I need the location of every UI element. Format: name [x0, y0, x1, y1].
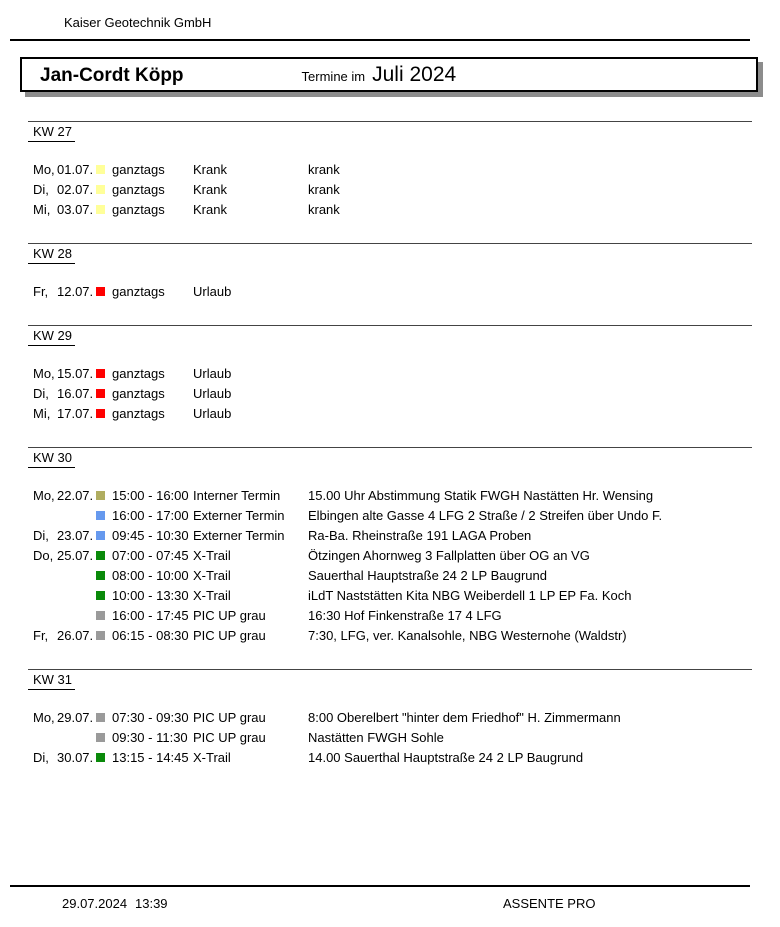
row-square-cell [96, 551, 112, 560]
row-category: X-Trail [193, 587, 231, 603]
week-section [0, 243, 780, 301]
row-square-cell [96, 165, 112, 174]
row-square-cell [96, 409, 112, 418]
week-section [0, 447, 780, 645]
row-category: PIC UP grau [193, 729, 266, 745]
row-time: ganztags [112, 161, 165, 177]
row-description: 15.00 Uhr Abstimmung Statik FWGH Nastätten Hr. Wensing [308, 487, 654, 503]
row-day: Mi, [33, 201, 51, 217]
row-time: 15:00 - 16:00 [112, 487, 189, 503]
row-square-cell [96, 287, 112, 296]
row-day: Di, [33, 181, 49, 197]
row-description: 16:30 Hof Finkenstraße 17 4 LFG [308, 607, 502, 623]
week-divider [28, 121, 752, 122]
row-time: ganztags [112, 405, 165, 421]
report-title-month: Juli 2024 [372, 63, 457, 86]
row-category: Urlaub [193, 365, 232, 381]
row-time: ganztags [112, 283, 165, 299]
week-rows [0, 485, 780, 645]
row-square-cell [96, 611, 112, 620]
week-rows [0, 159, 780, 219]
appointment-row [33, 605, 780, 625]
category-color-icon [96, 733, 105, 742]
category-color-icon [96, 631, 105, 640]
row-category: Externer Termin [193, 507, 285, 523]
week-label: KW 29 [28, 329, 75, 346]
row-category: X-Trail [193, 547, 231, 563]
row-square-cell [96, 491, 112, 500]
row-category: Krank [193, 161, 227, 177]
row-square-cell [96, 205, 112, 214]
row-square-cell [96, 753, 112, 762]
row-day: Mo, [33, 161, 55, 177]
row-time: ganztags [112, 365, 165, 381]
row-square-cell [96, 591, 112, 600]
footer-divider [10, 885, 750, 887]
row-square-cell [96, 185, 112, 194]
row-date: 17.07. [57, 405, 94, 421]
appointment-row [33, 179, 780, 199]
person-name: Jan-Cordt Köpp [40, 65, 184, 86]
appointment-row [33, 383, 780, 403]
appointment-row [33, 525, 780, 545]
week-label: KW 28 [28, 247, 75, 264]
category-color-icon [96, 713, 105, 722]
appointment-row [33, 485, 780, 505]
category-color-icon [96, 165, 105, 174]
appointment-row [33, 363, 780, 383]
category-color-icon [96, 571, 105, 580]
row-date: 01.07. [57, 161, 94, 177]
week-rows [0, 281, 780, 301]
row-square-cell [96, 511, 112, 520]
appointment-row [33, 281, 780, 301]
category-color-icon [96, 511, 105, 520]
row-square-cell [96, 713, 112, 722]
row-time: ganztags [112, 385, 165, 401]
row-square-cell [96, 631, 112, 640]
weeks [0, 121, 780, 791]
row-category: X-Trail [193, 749, 231, 765]
row-square-cell [96, 733, 112, 742]
week-divider [28, 669, 752, 670]
appointment-row [33, 505, 780, 525]
header-divider [10, 39, 750, 41]
week-section [0, 669, 780, 767]
appointment-row [33, 565, 780, 585]
row-day: Do, [33, 547, 54, 563]
row-category: X-Trail [193, 567, 231, 583]
row-square-cell [96, 531, 112, 540]
footer-app-name: ASSENTE PRO [503, 896, 596, 911]
row-date: 02.07. [57, 181, 94, 197]
company-name: Kaiser Geotechnik GmbH [64, 15, 212, 30]
week-rows [0, 363, 780, 423]
row-time: 06:15 - 08:30 [112, 627, 189, 643]
category-color-icon [96, 611, 105, 620]
row-day: Di, [33, 385, 49, 401]
row-category: PIC UP grau [193, 709, 266, 725]
category-color-icon [96, 205, 105, 214]
row-square-cell [96, 369, 112, 378]
row-description: Elbingen alte Gasse 4 LFG 2 Straße / 2 Streifen über Undo F. [308, 507, 663, 523]
category-color-icon [96, 491, 105, 500]
row-day: Fr, [33, 627, 49, 643]
report-title-box [20, 57, 758, 92]
row-date: 16.07. [57, 385, 94, 401]
row-day: Mo, [33, 365, 55, 381]
row-time: 09:30 - 11:30 [112, 729, 188, 745]
row-date: 30.07. [57, 749, 94, 765]
footer-print-date: 29.07.2024 [62, 896, 128, 911]
row-description: krank [308, 181, 340, 197]
appointment-row [33, 199, 780, 219]
row-description: 7:30, LFG, ver. Kanalsohle, NBG Westernohe (Waldstr) [308, 627, 627, 643]
row-description: iLdT Naststätten Kita NBG Weiberdell 1 LP EP Fa. Koch [308, 587, 632, 603]
week-rows [0, 707, 780, 767]
row-description: Ra-Ba. Rheinstraße 191 LAGA Proben [308, 527, 532, 543]
row-category: Urlaub [193, 283, 232, 299]
category-color-icon [96, 185, 105, 194]
row-date: 03.07. [57, 201, 94, 217]
row-category: Krank [193, 201, 227, 217]
appointment-row [33, 727, 780, 747]
row-date: 25.07. [57, 547, 94, 563]
appointment-row [33, 707, 780, 727]
row-description: 8:00 Oberelbert "hinter dem Friedhof" H. Zimmermann [308, 709, 621, 725]
row-date: 12.07. [57, 283, 94, 299]
row-time: 07:00 - 07:45 [112, 547, 189, 563]
row-category: Interner Termin [193, 487, 281, 503]
row-day: Mo, [33, 487, 55, 503]
report-title-prefix: Termine im [301, 69, 366, 84]
row-category: Krank [193, 181, 227, 197]
category-color-icon [96, 287, 105, 296]
row-day: Mo, [33, 709, 55, 725]
week-divider [28, 243, 752, 244]
row-description: krank [308, 161, 340, 177]
row-time: ganztags [112, 201, 165, 217]
appointment-row [33, 545, 780, 565]
week-section [0, 325, 780, 423]
row-square-cell [96, 389, 112, 398]
row-time: 13:15 - 14:45 [112, 749, 189, 765]
category-color-icon [96, 409, 105, 418]
category-color-icon [96, 753, 105, 762]
category-color-icon [96, 369, 105, 378]
row-time: 16:00 - 17:45 [112, 607, 189, 623]
week-label: KW 27 [28, 125, 75, 142]
row-description: krank [308, 201, 340, 217]
row-category: Urlaub [193, 385, 232, 401]
row-category: Urlaub [193, 405, 232, 421]
row-time: 09:45 - 10:30 [112, 527, 189, 543]
row-day: Fr, [33, 283, 49, 299]
row-description: Sauerthal Hauptstraße 24 2 LP Baugrund [308, 567, 547, 583]
row-day: Mi, [33, 405, 51, 421]
week-label: KW 31 [28, 673, 75, 690]
row-square-cell [96, 571, 112, 580]
row-day: Di, [33, 527, 49, 543]
appointment-row [33, 747, 780, 767]
row-date: 22.07. [57, 487, 94, 503]
week-section [0, 121, 780, 219]
category-color-icon [96, 389, 105, 398]
category-color-icon [96, 551, 105, 560]
row-date: 26.07. [57, 627, 94, 643]
row-date: 29.07. [57, 709, 94, 725]
row-day: Di, [33, 749, 49, 765]
row-date: 23.07. [57, 527, 94, 543]
week-divider [28, 325, 752, 326]
category-color-icon [96, 591, 105, 600]
footer-print-time: 13:39 [135, 896, 168, 911]
appointment-row [33, 625, 780, 645]
week-divider [28, 447, 752, 448]
row-date: 15.07. [57, 365, 94, 381]
row-category: PIC UP grau [193, 627, 266, 643]
row-time: 08:00 - 10:00 [112, 567, 189, 583]
row-time: 07:30 - 09:30 [112, 709, 189, 725]
row-category: Externer Termin [193, 527, 285, 543]
row-description: Ötzingen Ahornweg 3 Fallplatten über OG an VG [308, 547, 590, 563]
row-time: ganztags [112, 181, 165, 197]
row-category: PIC UP grau [193, 607, 266, 623]
row-time: 16:00 - 17:00 [112, 507, 189, 523]
row-time: 10:00 - 13:30 [112, 587, 189, 603]
appointment-row [33, 403, 780, 423]
category-color-icon [96, 531, 105, 540]
row-description: Nastätten FWGH Sohle [308, 729, 444, 745]
appointment-row [33, 585, 780, 605]
row-description: 14.00 Sauerthal Hauptstraße 24 2 LP Baugrund [308, 749, 584, 765]
week-label: KW 30 [28, 451, 75, 468]
appointment-row [33, 159, 780, 179]
